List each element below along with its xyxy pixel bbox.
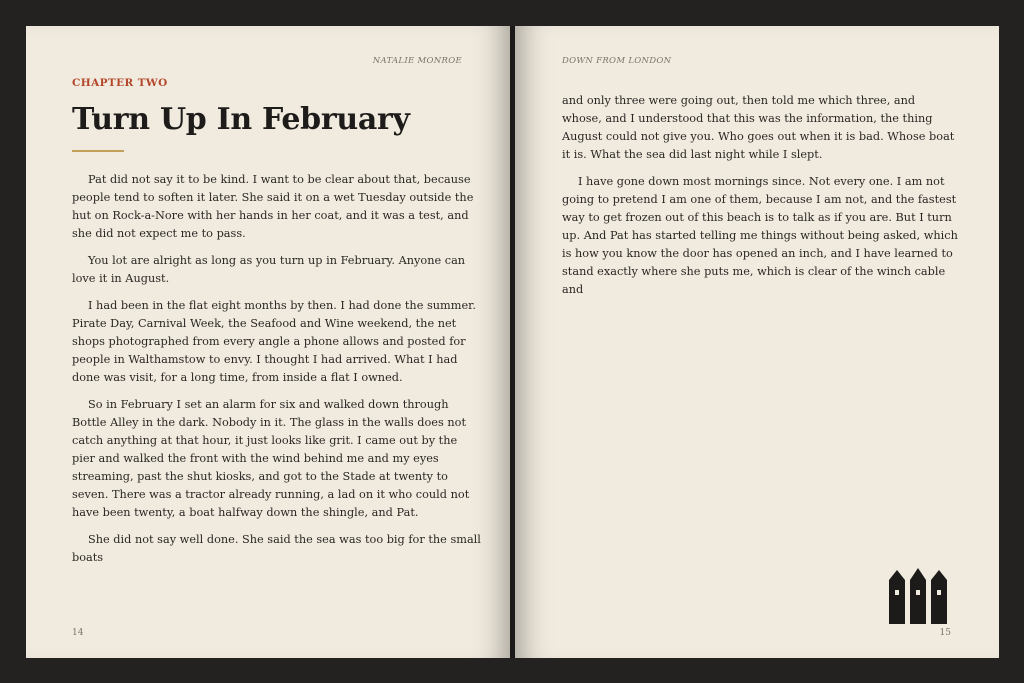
right-page [515,26,999,658]
paragraph: and only three were going out, then told me which three, and whose, and I understood that this was the information, the thing August could not give you. Who goes out when it is bad. Whose boat it is. What the sea did last night while I slept. [562,94,955,161]
left-body-text [72,171,482,576]
running-head-author: NATALIE MONROE [372,56,462,66]
left-page [26,26,510,658]
right-body-text [562,92,958,308]
paragraph: I have gone down most mornings since. Not every one. I am not going to pretend I am one of them, because I am not, and the fastest way to get frozen out of this beach is to talk as if you are. But I turn up. And Pat has started telling me things without being asked, which is how you know the door has opened an inch, and I have learned to stand exactly where she puts me, which is clear of the winch cable and [562,175,958,296]
paragraph: She did not say well done. She said the sea was too big for the small boats [72,533,481,564]
net-huts-icon [887,566,949,624]
page-number-left: 14 [72,628,84,638]
paragraph: So in February I set an alarm for six and walked down through Bottle Alley in the dark. Nobody in it. The glass in the walls does not catch anything at that hour, it just looks like grit. I came out by the pier and walked the front with the wind behind me and my eyes streaming, past the shut kiosks, and got to the Stade at twenty to seven. There was a tractor already running, a lad on it who could not have been twenty, a boat halfway down the shingle, and Pat. [72,398,470,519]
chapter-title: Turn Up In February [72,102,410,137]
chapter-label: CHAPTER TWO [72,77,168,89]
paragraph: I had been in the flat eight months by then. I had done the summer. Pirate Day, Carnival Week, the Seafood and Wine weekend, the net shops photographed from every angle a phone allows and posted for people in Walthamstow to envy. I thought I had arrived. What I had done was visit, for a long time, from inside a flat I owned. [72,299,476,384]
paragraph: Pat did not say it to be kind. I want to be clear about that, because people tend to soften it later. She said it on a wet Tuesday outside the hut on Rock-a-Nore with her hands in her coat, and it was a test, and she did not expect me to pass. [72,173,474,240]
page-number-right: 15 [939,628,951,638]
running-head-title: DOWN FROM LONDON [562,56,672,66]
title-rule [72,150,124,152]
paragraph: You lot are alright as long as you turn up in February. Anyone can love it in August. [72,254,466,285]
